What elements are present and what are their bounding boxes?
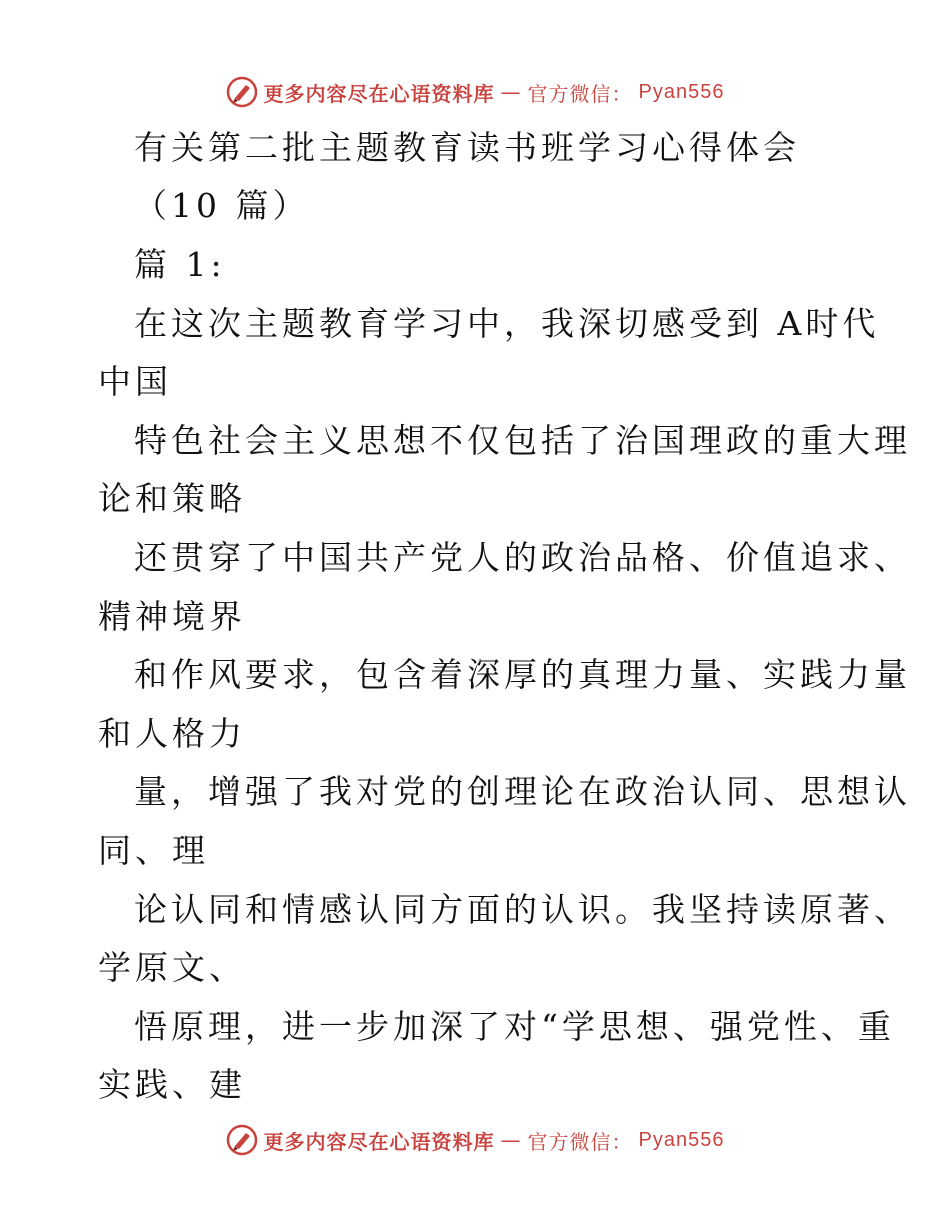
section-label: 篇 1: bbox=[134, 245, 226, 284]
watermark-dash: — bbox=[500, 80, 522, 104]
body-line: 同、理 bbox=[98, 831, 209, 870]
watermark-group bbox=[226, 1124, 725, 1156]
watermark-main-text: 更多内容尽在心语资料库 bbox=[263, 1129, 495, 1154]
pen-seal-icon bbox=[226, 1124, 258, 1156]
document-title-line-2: （10 篇） bbox=[134, 186, 310, 225]
watermark-wechat-id: Pyan556 bbox=[638, 80, 725, 103]
pen-seal-icon bbox=[226, 76, 258, 108]
watermark-main-text: 更多内容尽在心语资料库 bbox=[263, 81, 495, 106]
body-line: 实践、建 bbox=[98, 1065, 246, 1104]
watermark-wechat-label: 官方微信： bbox=[527, 1129, 633, 1154]
footer-watermark bbox=[0, 1118, 950, 1162]
body-line: 中国 bbox=[98, 362, 172, 401]
body-line: 论和策略 bbox=[98, 479, 246, 518]
watermark-wechat-id: Pyan556 bbox=[638, 1128, 725, 1151]
body-line: 特色社会主义思想不仅包括了治国理政的重大理 bbox=[134, 421, 911, 460]
watermark-dash: — bbox=[500, 1128, 522, 1152]
watermark-group bbox=[226, 76, 725, 108]
watermark-wechat-label: 官方微信： bbox=[527, 81, 633, 106]
document-title-line-1: 有关第二批主题教育读书班学习心得体会 bbox=[134, 128, 800, 167]
body-line: 量，增强了我对党的创理论在政治认同、思想认 bbox=[134, 772, 911, 811]
body-line: 精神境界 bbox=[98, 597, 246, 636]
header-watermark bbox=[0, 70, 950, 114]
body-line: 学原文、 bbox=[98, 948, 246, 987]
body-line: 悟原理，进一步加深了对“学思想、强党性、重 bbox=[134, 1007, 895, 1046]
body-line: 论认同和情感认同方面的认识。我坚持读原著、 bbox=[134, 890, 911, 929]
body-line: 还贯穿了中国共产党人的政治品格、价值追求、 bbox=[134, 538, 911, 577]
body-line: 和人格力 bbox=[98, 714, 246, 753]
body-line: 和作风要求，包含着深厚的真理力量、实践力量 bbox=[134, 655, 911, 694]
body-line: 在这次主题教育学习中，我深切感受到 A时代 bbox=[134, 304, 880, 343]
